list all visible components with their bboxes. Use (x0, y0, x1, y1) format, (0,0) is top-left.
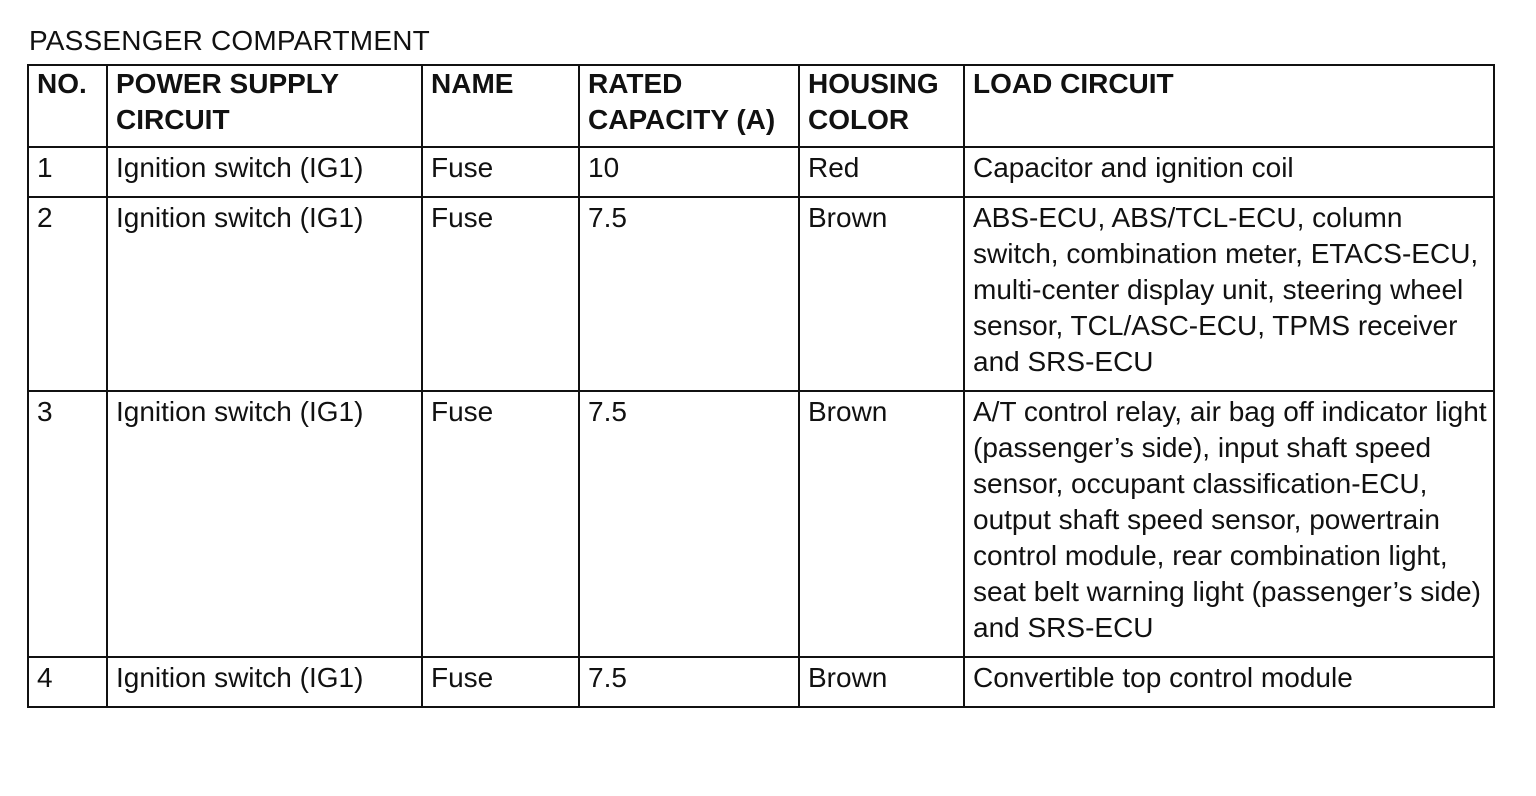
cell-no: 4 (28, 657, 107, 707)
cell-housing-color: Red (799, 147, 964, 197)
cell-no: 3 (28, 391, 107, 657)
header-power-supply-circuit: POWER SUPPLY CIRCUIT (107, 65, 422, 147)
header-no: NO. (28, 65, 107, 147)
cell-housing-color: Brown (799, 657, 964, 707)
cell-rated-capacity: 7.5 (579, 197, 799, 391)
fuse-table (27, 64, 1495, 708)
header-housing-color: HOUSING COLOR (799, 65, 964, 147)
cell-power-supply-circuit: Ignition switch (IG1) (107, 197, 422, 391)
cell-rated-capacity: 10 (579, 147, 799, 197)
cell-no: 2 (28, 197, 107, 391)
cell-load-circuit: A/T control relay, air bag off indicator light (passenger’s side), input shaft speed sensor, occupant classification-ECU, output shaft speed sensor, powertrain control module, rear combination light, seat belt warning light (passenger’s side) and SRS-ECU (964, 391, 1494, 657)
cell-power-supply-circuit: Ignition switch (IG1) (107, 391, 422, 657)
cell-power-supply-circuit: Ignition switch (IG1) (107, 147, 422, 197)
cell-rated-capacity: 7.5 (579, 657, 799, 707)
table-row (28, 147, 1494, 197)
cell-power-supply-circuit: Ignition switch (IG1) (107, 657, 422, 707)
header-name: NAME (422, 65, 579, 147)
header-row (28, 65, 1494, 147)
cell-name: Fuse (422, 147, 579, 197)
header-load-circuit: LOAD CIRCUIT (964, 65, 1494, 147)
table-row (28, 391, 1494, 657)
cell-no: 1 (28, 147, 107, 197)
cell-load-circuit: ABS-ECU, ABS/TCL-ECU, column switch, combination meter, ETACS-ECU, multi-center display unit, steering wheel sensor, TCL/ASC-ECU, TPMS receiver and SRS-ECU (964, 197, 1494, 391)
cell-rated-capacity: 7.5 (579, 391, 799, 657)
cell-name: Fuse (422, 391, 579, 657)
cell-housing-color: Brown (799, 391, 964, 657)
cell-load-circuit: Convertible top control module (964, 657, 1494, 707)
cell-name: Fuse (422, 657, 579, 707)
table-row (28, 197, 1494, 391)
cell-name: Fuse (422, 197, 579, 391)
table-row (28, 657, 1494, 707)
cell-load-circuit: Capacitor and ignition coil (964, 147, 1494, 197)
header-rated-capacity: RATED CAPACITY (A) (579, 65, 799, 147)
section-title: PASSENGER COMPARTMENT (29, 25, 430, 56)
cell-housing-color: Brown (799, 197, 964, 391)
